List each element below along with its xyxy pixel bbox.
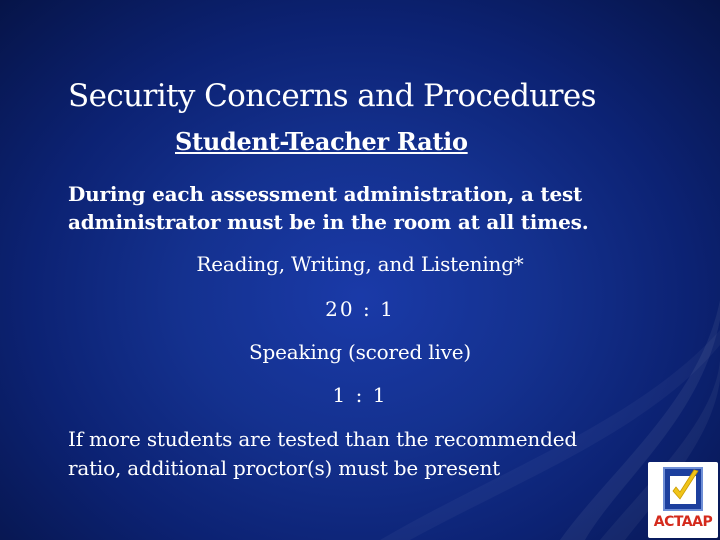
actaap-logo [648,462,718,538]
speaking-label: Speaking (scored live) [248,340,472,364]
speaking-ratio: 1 : 1 [332,383,388,407]
slide-title: Security Concerns and Procedures [68,78,596,114]
logo-text: ACTAAP [653,514,713,530]
footer-note: If more students are tested than the recommended ratio, additional proctor(s) must be present [68,427,577,480]
slide-subtitle: Student-Teacher Ratio [175,127,468,156]
rw-label: Reading, Writing, and Listening* [196,252,524,276]
intro-text: During each assessment administration, a test administrator must be in the room at all times. [68,182,589,234]
rw-ratio: 20 : 1 [325,297,395,321]
checkmark-icon [662,466,704,512]
